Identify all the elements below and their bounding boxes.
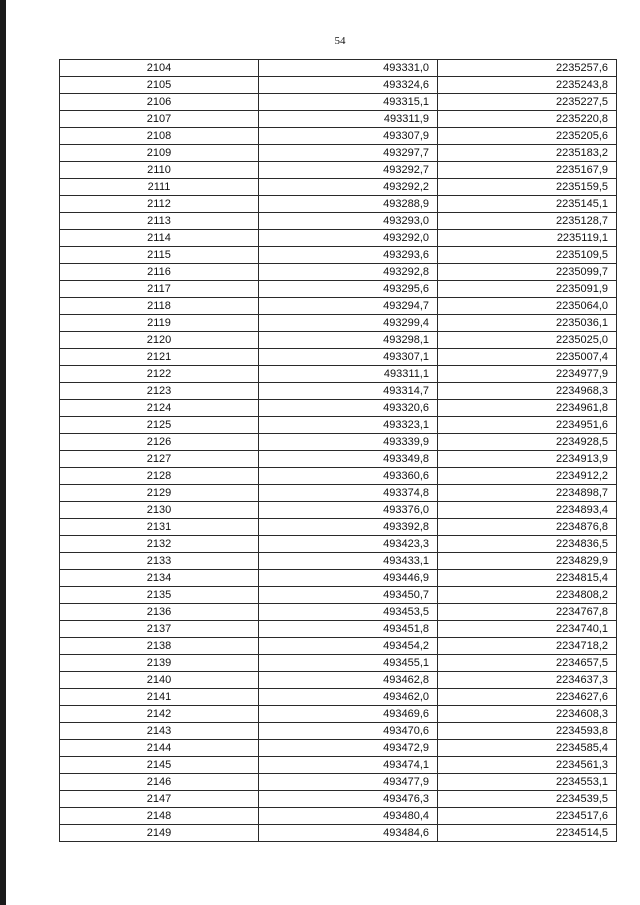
point-number-cell: 2105 (60, 77, 259, 94)
x-coordinate-cell: 493433,1 (259, 553, 438, 570)
point-number-cell: 2112 (60, 196, 259, 213)
point-number-cell: 2143 (60, 723, 259, 740)
y-coordinate-cell: 2234539,5 (438, 791, 617, 808)
y-coordinate-cell: 2235109,5 (438, 247, 617, 264)
x-coordinate-cell: 493392,8 (259, 519, 438, 536)
x-coordinate-cell: 493455,1 (259, 655, 438, 672)
point-number-cell: 2116 (60, 264, 259, 281)
table-row (60, 315, 617, 332)
x-coordinate-cell: 493474,1 (259, 757, 438, 774)
x-coordinate-cell: 493292,7 (259, 162, 438, 179)
point-number-cell: 2120 (60, 332, 259, 349)
x-coordinate-cell: 493292,2 (259, 179, 438, 196)
table-row (60, 366, 617, 383)
point-number-cell: 2142 (60, 706, 259, 723)
table-row (60, 825, 617, 842)
y-coordinate-cell: 2235025,0 (438, 332, 617, 349)
y-coordinate-cell: 2235128,7 (438, 213, 617, 230)
x-coordinate-cell: 493476,3 (259, 791, 438, 808)
table-row (60, 553, 617, 570)
point-number-cell: 2132 (60, 536, 259, 553)
table-row (60, 179, 617, 196)
x-coordinate-cell: 493295,6 (259, 281, 438, 298)
table-row (60, 247, 617, 264)
x-coordinate-cell: 493307,1 (259, 349, 438, 366)
point-number-cell: 2133 (60, 553, 259, 570)
y-coordinate-cell: 2234829,9 (438, 553, 617, 570)
x-coordinate-cell: 493292,0 (259, 230, 438, 247)
table-row (60, 162, 617, 179)
table-row (60, 332, 617, 349)
x-coordinate-cell: 493293,6 (259, 247, 438, 264)
x-coordinate-cell: 493292,8 (259, 264, 438, 281)
x-coordinate-cell: 493472,9 (259, 740, 438, 757)
point-number-cell: 2122 (60, 366, 259, 383)
table-row (60, 94, 617, 111)
y-coordinate-cell: 2235099,7 (438, 264, 617, 281)
table-row (60, 60, 617, 77)
point-number-cell: 2141 (60, 689, 259, 706)
point-number-cell: 2113 (60, 213, 259, 230)
table-row (60, 587, 617, 604)
point-number-cell: 2137 (60, 621, 259, 638)
point-number-cell: 2140 (60, 672, 259, 689)
x-coordinate-cell: 493376,0 (259, 502, 438, 519)
point-number-cell: 2109 (60, 145, 259, 162)
point-number-cell: 2117 (60, 281, 259, 298)
x-coordinate-cell: 493294,7 (259, 298, 438, 315)
point-number-cell: 2136 (60, 604, 259, 621)
x-coordinate-cell: 493470,6 (259, 723, 438, 740)
table-row (60, 400, 617, 417)
point-number-cell: 2130 (60, 502, 259, 519)
point-number-cell: 2123 (60, 383, 259, 400)
table-row (60, 349, 617, 366)
table-row (60, 213, 617, 230)
x-coordinate-cell: 493288,9 (259, 196, 438, 213)
table-row (60, 774, 617, 791)
table-row (60, 791, 617, 808)
table-row (60, 655, 617, 672)
y-coordinate-cell: 2234608,3 (438, 706, 617, 723)
x-coordinate-cell: 493307,9 (259, 128, 438, 145)
x-coordinate-cell: 493293,0 (259, 213, 438, 230)
x-coordinate-cell: 493360,6 (259, 468, 438, 485)
table-row (60, 536, 617, 553)
y-coordinate-cell: 2235091,9 (438, 281, 617, 298)
y-coordinate-cell: 2235119,1 (438, 230, 617, 247)
x-coordinate-cell: 493484,6 (259, 825, 438, 842)
x-coordinate-cell: 493453,5 (259, 604, 438, 621)
point-number-cell: 2125 (60, 417, 259, 434)
table-row (60, 689, 617, 706)
y-coordinate-cell: 2234657,5 (438, 655, 617, 672)
y-coordinate-cell: 2234913,9 (438, 451, 617, 468)
table-row (60, 519, 617, 536)
table-row (60, 808, 617, 825)
table-row (60, 723, 617, 740)
point-number-cell: 2106 (60, 94, 259, 111)
x-coordinate-cell: 493477,9 (259, 774, 438, 791)
x-coordinate-cell: 493469,6 (259, 706, 438, 723)
x-coordinate-cell: 493349,8 (259, 451, 438, 468)
table-row (60, 638, 617, 655)
y-coordinate-cell: 2235064,0 (438, 298, 617, 315)
y-coordinate-cell: 2234593,8 (438, 723, 617, 740)
page-number: 54 (334, 35, 346, 47)
point-number-cell: 2110 (60, 162, 259, 179)
point-number-cell: 2114 (60, 230, 259, 247)
table-row (60, 672, 617, 689)
point-number-cell: 2146 (60, 774, 259, 791)
y-coordinate-cell: 2235220,8 (438, 111, 617, 128)
y-coordinate-cell: 2234876,8 (438, 519, 617, 536)
x-coordinate-cell: 493297,7 (259, 145, 438, 162)
y-coordinate-cell: 2234836,5 (438, 536, 617, 553)
point-number-cell: 2118 (60, 298, 259, 315)
y-coordinate-cell: 2234514,5 (438, 825, 617, 842)
y-coordinate-cell: 2234553,1 (438, 774, 617, 791)
point-number-cell: 2126 (60, 434, 259, 451)
y-coordinate-cell: 2235243,8 (438, 77, 617, 94)
y-coordinate-cell: 2235205,6 (438, 128, 617, 145)
table-row (60, 468, 617, 485)
table-row (60, 281, 617, 298)
y-coordinate-cell: 2235227,5 (438, 94, 617, 111)
table-row (60, 502, 617, 519)
table-row (60, 298, 617, 315)
x-coordinate-cell: 493462,0 (259, 689, 438, 706)
x-coordinate-cell: 493320,6 (259, 400, 438, 417)
x-coordinate-cell: 493311,1 (259, 366, 438, 383)
table-row (60, 570, 617, 587)
table-row (60, 111, 617, 128)
y-coordinate-cell: 2234718,2 (438, 638, 617, 655)
x-coordinate-cell: 493324,6 (259, 77, 438, 94)
x-coordinate-cell: 493462,8 (259, 672, 438, 689)
x-coordinate-cell: 493454,2 (259, 638, 438, 655)
y-coordinate-cell: 2234517,6 (438, 808, 617, 825)
y-coordinate-cell: 2234808,2 (438, 587, 617, 604)
point-number-cell: 2111 (60, 179, 259, 196)
x-coordinate-cell: 493446,9 (259, 570, 438, 587)
y-coordinate-cell: 2234968,3 (438, 383, 617, 400)
x-coordinate-cell: 493451,8 (259, 621, 438, 638)
table-row (60, 706, 617, 723)
table-row (60, 621, 617, 638)
x-coordinate-cell: 493311,9 (259, 111, 438, 128)
point-number-cell: 2144 (60, 740, 259, 757)
y-coordinate-cell: 2234740,1 (438, 621, 617, 638)
point-number-cell: 2139 (60, 655, 259, 672)
y-coordinate-cell: 2235257,6 (438, 60, 617, 77)
y-coordinate-cell: 2234637,3 (438, 672, 617, 689)
point-number-cell: 2124 (60, 400, 259, 417)
point-number-cell: 2131 (60, 519, 259, 536)
y-coordinate-cell: 2234951,6 (438, 417, 617, 434)
y-coordinate-cell: 2235036,1 (438, 315, 617, 332)
y-coordinate-cell: 2235167,9 (438, 162, 617, 179)
y-coordinate-cell: 2234767,8 (438, 604, 617, 621)
table-row (60, 383, 617, 400)
y-coordinate-cell: 2234561,3 (438, 757, 617, 774)
y-coordinate-cell: 2234961,8 (438, 400, 617, 417)
point-number-cell: 2128 (60, 468, 259, 485)
table-row (60, 230, 617, 247)
table-row (60, 434, 617, 451)
x-coordinate-cell: 493298,1 (259, 332, 438, 349)
point-number-cell: 2129 (60, 485, 259, 502)
x-coordinate-cell: 493480,4 (259, 808, 438, 825)
table-row (60, 145, 617, 162)
point-number-cell: 2135 (60, 587, 259, 604)
point-number-cell: 2119 (60, 315, 259, 332)
point-number-cell: 2108 (60, 128, 259, 145)
y-coordinate-cell: 2234627,6 (438, 689, 617, 706)
table-row (60, 740, 617, 757)
point-number-cell: 2145 (60, 757, 259, 774)
table-row (60, 77, 617, 94)
point-number-cell: 2121 (60, 349, 259, 366)
x-coordinate-cell: 493315,1 (259, 94, 438, 111)
table-row (60, 417, 617, 434)
point-number-cell: 2138 (60, 638, 259, 655)
table-row (60, 128, 617, 145)
point-number-cell: 2134 (60, 570, 259, 587)
y-coordinate-cell: 2234585,4 (438, 740, 617, 757)
y-coordinate-cell: 2234815,4 (438, 570, 617, 587)
table-row (60, 196, 617, 213)
point-number-cell: 2148 (60, 808, 259, 825)
x-coordinate-cell: 493374,8 (259, 485, 438, 502)
y-coordinate-cell: 2235183,2 (438, 145, 617, 162)
y-coordinate-cell: 2234977,9 (438, 366, 617, 383)
point-number-cell: 2104 (60, 60, 259, 77)
point-number-cell: 2127 (60, 451, 259, 468)
x-coordinate-cell: 493339,9 (259, 434, 438, 451)
y-coordinate-cell: 2234928,5 (438, 434, 617, 451)
scan-edge-bar (0, 0, 6, 905)
x-coordinate-cell: 493450,7 (259, 587, 438, 604)
y-coordinate-cell: 2234893,4 (438, 502, 617, 519)
y-coordinate-cell: 2235145,1 (438, 196, 617, 213)
x-coordinate-cell: 493314,7 (259, 383, 438, 400)
point-number-cell: 2107 (60, 111, 259, 128)
x-coordinate-cell: 493423,3 (259, 536, 438, 553)
y-coordinate-cell: 2235159,5 (438, 179, 617, 196)
table-row (60, 485, 617, 502)
table-row (60, 757, 617, 774)
coordinates-table (59, 59, 617, 842)
point-number-cell: 2149 (60, 825, 259, 842)
x-coordinate-cell: 493331,0 (259, 60, 438, 77)
y-coordinate-cell: 2234912,2 (438, 468, 617, 485)
table-row (60, 451, 617, 468)
point-number-cell: 2115 (60, 247, 259, 264)
table-row (60, 264, 617, 281)
point-number-cell: 2147 (60, 791, 259, 808)
coordinates-table-body (60, 60, 617, 842)
x-coordinate-cell: 493299,4 (259, 315, 438, 332)
y-coordinate-cell: 2234898,7 (438, 485, 617, 502)
x-coordinate-cell: 493323,1 (259, 417, 438, 434)
table-row (60, 604, 617, 621)
y-coordinate-cell: 2235007,4 (438, 349, 617, 366)
